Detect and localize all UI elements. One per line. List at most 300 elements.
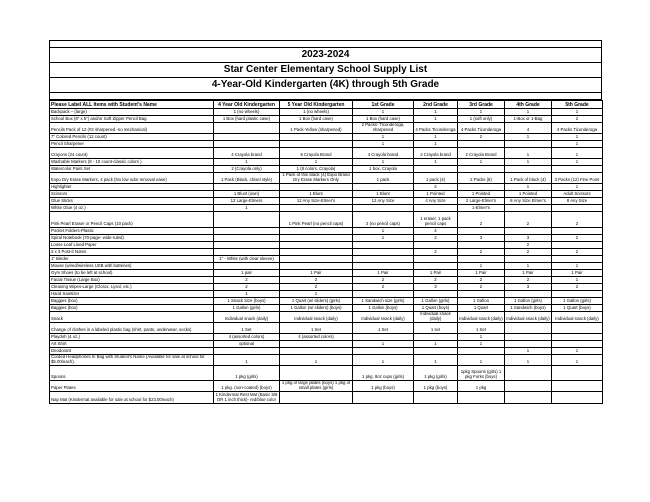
cell-grade-4: 1 xyxy=(505,355,552,366)
cell-4k: 1 xyxy=(214,291,280,298)
cell-grade-1: 1 box, Crayola xyxy=(353,166,414,173)
cell-grade-2: 4 Packs Ticonderoga xyxy=(414,123,458,134)
cell-grade-2 xyxy=(414,291,458,298)
cell-grade-1 xyxy=(353,249,414,256)
cell-5k: 1 Quart (w/ sliders) (girls) xyxy=(280,298,353,305)
table-row xyxy=(50,341,603,348)
school-year-title: 2023-2024 xyxy=(50,48,601,63)
cell-grade-5: 2 xyxy=(552,212,603,228)
cell-grade-5: 1 xyxy=(552,348,603,355)
cell-item: Hand Sanitizer xyxy=(50,291,214,298)
cell-5k xyxy=(280,184,353,191)
cell-5k xyxy=(280,348,353,355)
cell-grade-1: 1 pkg (boys) xyxy=(353,381,414,392)
cell-4k: 2 (Crayola only) xyxy=(214,166,280,173)
cell-5k: 1 Pack of thin black (4) Expo Brand Dry Erase Markers Only xyxy=(280,173,353,184)
cell-grade-2: 1 Pointed xyxy=(414,191,458,198)
cell-grade-4: 1 xyxy=(505,148,552,159)
table-row xyxy=(50,191,603,198)
cell-grade-2: 1 pkg (girls) xyxy=(414,366,458,381)
cell-grade-5: 1 xyxy=(552,355,603,366)
cell-grade-4: 3 xyxy=(505,235,552,242)
cell-item: Pink Pearl Eraser or Pencil Caps (10 pack) xyxy=(50,212,214,228)
cell-grade-1 xyxy=(353,256,414,263)
cell-grade-4: 2 xyxy=(505,242,552,249)
cell-5k xyxy=(280,366,353,381)
cell-item: Pencils Pack of 12 (#2 sharpened -no mechanical) xyxy=(50,123,214,134)
cell-4k: 1 (no wheels) xyxy=(214,109,280,116)
header-cell-5k: 5 Year Old Kindergarten xyxy=(280,101,353,109)
table-row xyxy=(50,298,603,305)
cell-4k: 1 Kindermat Rest Mat (Basic 5/8 OR 1 inch thick)- red/blue color xyxy=(214,392,280,404)
cell-grade-3 xyxy=(458,392,505,404)
cell-item: Backpack – (large) xyxy=(50,109,214,116)
cell-grade-1: 12 Any Size xyxy=(353,198,414,205)
cell-4k xyxy=(214,212,280,228)
cell-grade-1: 2 Packs- Ticonderoga, sharpened xyxy=(353,123,414,134)
cell-grade-2: 2 xyxy=(414,249,458,256)
cell-grade-1 xyxy=(353,205,414,212)
cell-grade-5: 1 xyxy=(552,277,603,284)
cell-grade-2: 2 xyxy=(414,235,458,242)
cell-grade-2 xyxy=(414,205,458,212)
cell-grade-5: 2 xyxy=(552,284,603,291)
cell-grade-4: 1 Pair xyxy=(505,270,552,277)
cell-5k xyxy=(280,235,353,242)
cell-grade-5: 1 xyxy=(552,263,603,270)
cell-4k: 1 Gallon (girls) xyxy=(214,305,280,312)
cell-grade-3: 1-Elmer's xyxy=(458,205,505,212)
cell-4k: 1 Blunt (own) xyxy=(214,191,280,198)
cell-grade-3: 2 Packs (8) xyxy=(458,173,505,184)
cell-grade-4 xyxy=(505,291,552,298)
cell-5k xyxy=(280,341,353,348)
table-row xyxy=(50,228,603,235)
cell-grade-5: 1 xyxy=(552,109,603,116)
table-row xyxy=(50,381,603,392)
cell-grade-5 xyxy=(552,256,603,263)
cell-item: Loose Leaf Lined Paper xyxy=(50,242,214,249)
cell-grade-1 xyxy=(353,392,414,404)
cell-4k xyxy=(214,141,280,148)
cell-grade-4 xyxy=(505,381,552,392)
cell-grade-5: 1 Pair xyxy=(552,270,603,277)
cell-grade-4: 1 Gallon (girls) xyxy=(505,298,552,305)
cell-grade-2: 1 xyxy=(414,116,458,123)
cell-grade-3 xyxy=(458,256,505,263)
cell-grade-1: 1 xyxy=(353,134,414,141)
cell-5k: 1 Pack-Yellow (sharpened) xyxy=(280,123,353,134)
cell-item: 7" Colored Pencils (12 count) xyxy=(50,134,214,141)
cell-item: Deodorant xyxy=(50,348,214,355)
cell-item: Playdoh (4 oz.) xyxy=(50,334,214,341)
cell-grade-5: 3 Packs (12) Fine Point xyxy=(552,173,603,184)
cell-grade-3 xyxy=(458,228,505,235)
cell-item: School Box (8" x 5") and/or Soft Zipper Pencil Bag xyxy=(50,116,214,123)
cell-4k xyxy=(214,123,280,134)
cell-grade-4: 1 xyxy=(505,184,552,191)
cell-grade-2: 1 set xyxy=(414,323,458,334)
cell-grade-3: 1 xyxy=(458,109,505,116)
cell-grade-5 xyxy=(552,381,603,392)
cell-item: Glue Sticks xyxy=(50,198,214,205)
cell-grade-5: 2 xyxy=(552,235,603,242)
table-row xyxy=(50,348,603,355)
cell-grade-4: 1 Pack of black (4) xyxy=(505,173,552,184)
cell-grade-2 xyxy=(414,263,458,270)
cell-grade-4 xyxy=(505,334,552,341)
cell-grade-4: 3 xyxy=(505,284,552,291)
cell-grade-5 xyxy=(552,341,603,348)
cell-grade-2: 3 xyxy=(414,284,458,291)
table-row xyxy=(50,312,603,323)
cell-grade-3: 1 xyxy=(458,159,505,166)
cell-grade-4: 1 Pointed xyxy=(505,191,552,198)
cell-grade-4: 8 Any Size Elmer's xyxy=(505,198,552,205)
cell-grade-1: 1 xyxy=(353,341,414,348)
cell-grade-2 xyxy=(414,166,458,173)
table-row xyxy=(50,235,603,242)
cell-grade-4 xyxy=(505,141,552,148)
cell-5k: 2 xyxy=(280,277,353,284)
table-row xyxy=(50,123,603,134)
cell-grade-2: 1 xyxy=(414,109,458,116)
cell-5k xyxy=(280,228,353,235)
cell-5k: 12 Any Size-Elmer's xyxy=(280,198,353,205)
table-row xyxy=(50,116,603,123)
table-row xyxy=(50,184,603,191)
cell-grade-3: 1 xyxy=(458,334,505,341)
title-block xyxy=(49,40,602,100)
cell-5k: 1 Gallon (w/ sliders) (boys) xyxy=(280,305,353,312)
cell-item: Spoons xyxy=(50,366,214,381)
cell-item: Watercolor Paint Set xyxy=(50,166,214,173)
cell-grade-3: 3 xyxy=(458,235,505,242)
cell-grade-1: 1 xyxy=(353,109,414,116)
cell-grade-2 xyxy=(414,392,458,404)
cell-grade-5: 1 xyxy=(552,141,603,148)
cell-grade-2: 1 xyxy=(414,141,458,148)
cell-grade-1: 2 (no pencil caps) xyxy=(353,212,414,228)
grade-range-title: 4-Year-Old Kindergarten (4K) through 5th Grade xyxy=(50,78,601,93)
cell-grade-4: 1 xyxy=(505,134,552,141)
cell-grade-4: 4 xyxy=(505,123,552,134)
cell-5k: 1 Box (hard case) xyxy=(280,116,353,123)
cell-grade-4: Individual snack (daily) xyxy=(505,312,552,323)
header-cell-grade-3: 3rd Grade xyxy=(458,101,505,109)
cell-grade-3: 2 Large-Elmer's xyxy=(458,198,505,205)
cell-grade-1: 4 Crayola brand xyxy=(353,148,414,159)
cell-grade-5: Individual snack (daily) xyxy=(552,312,603,323)
cell-grade-3: 4 Packs Ticonderoga xyxy=(458,123,505,134)
table-body xyxy=(50,109,603,404)
cell-4k: 1 xyxy=(214,205,280,212)
cell-item: Facial Tissue (Large Box) xyxy=(50,277,214,284)
cell-grade-1 xyxy=(353,263,414,270)
cell-grade-3: 1 Set xyxy=(458,323,505,334)
cell-4k xyxy=(214,184,280,191)
cell-grade-3: 2 xyxy=(458,212,505,228)
table-row xyxy=(50,366,603,381)
table-row xyxy=(50,198,603,205)
cell-grade-1: 1 xyxy=(353,235,414,242)
cell-grade-2: 2 xyxy=(414,277,458,284)
cell-grade-4 xyxy=(505,392,552,404)
school-name-title: Star Center Elementary School Supply List xyxy=(50,63,601,78)
cell-item: Pencil Sharpener xyxy=(50,141,214,148)
cell-item: 1" Binder xyxy=(50,256,214,263)
cell-grade-3: 1 pkg xyxy=(458,381,505,392)
cell-grade-5 xyxy=(552,291,603,298)
cell-grade-2: 2 Crayola brand xyxy=(414,148,458,159)
cell-item: Baggies (box) xyxy=(50,305,214,312)
cell-grade-3: 2 xyxy=(458,284,505,291)
cell-item: Mouse (wired/wireless USB with batteries) xyxy=(50,263,214,270)
cell-4k: 1 Pack (Black, chisel style) xyxy=(214,173,280,184)
cell-grade-2 xyxy=(414,348,458,355)
cell-5k xyxy=(280,263,353,270)
cell-grade-1: 1 Gallon (boys) xyxy=(353,305,414,312)
cell-grade-2 xyxy=(414,256,458,263)
cell-5k xyxy=(280,249,353,256)
cell-grade-1: 1 xyxy=(353,228,414,235)
cell-4k: 2 xyxy=(214,284,280,291)
cell-grade-4: 2 xyxy=(505,277,552,284)
cell-5k: 1 Blunt xyxy=(280,191,353,198)
table-row xyxy=(50,134,603,141)
cell-grade-2 xyxy=(414,334,458,341)
cell-5k xyxy=(280,205,353,212)
cell-grade-5 xyxy=(552,166,603,173)
table-row xyxy=(50,323,603,334)
cell-grade-4: 1 xyxy=(505,263,552,270)
cell-4k xyxy=(214,228,280,235)
cell-grade-5: 1 xyxy=(552,184,603,191)
cell-5k xyxy=(280,242,353,249)
cell-grade-1 xyxy=(353,242,414,249)
cell-grade-3: 1 xyxy=(458,341,505,348)
cell-grade-3: 1 xyxy=(458,263,505,270)
cell-grade-4: 1 xyxy=(505,109,552,116)
table-row xyxy=(50,392,603,404)
cell-item: Paper Plates xyxy=(50,381,214,392)
header-cell-grade-5: 5th Grade xyxy=(552,101,603,109)
cell-4k: optional xyxy=(214,341,280,348)
cell-4k: 1" - White (with clear sleeve) xyxy=(214,256,280,263)
table-row xyxy=(50,109,603,116)
cell-grade-4 xyxy=(505,341,552,348)
cell-grade-1: 2 xyxy=(353,277,414,284)
cell-5k: 1 Pair xyxy=(280,270,353,277)
cell-grade-4: 1 xyxy=(505,159,552,166)
cell-grade-5 xyxy=(552,242,603,249)
table-row xyxy=(50,173,603,184)
header-cell-grade-2: 2nd Grade xyxy=(414,101,458,109)
cell-grade-1: 1 Box (hard case) xyxy=(353,116,414,123)
cell-item: Art Shirt xyxy=(50,341,214,348)
cell-grade-2: 1 Quart (boys) xyxy=(414,305,458,312)
cell-grade-5: 1 Quart (boys) xyxy=(552,305,603,312)
cell-4k: 1 Box (hard plastic case) xyxy=(214,116,280,123)
table-row xyxy=(50,212,603,228)
cell-4k: 1 pkg. (non-coated) (boys) xyxy=(214,381,280,392)
cell-4k: 1 xyxy=(214,355,280,366)
cell-grade-3: 1 Pair xyxy=(458,270,505,277)
cell-item: Nap Mat (Kindermat available for sale at school for $23.00/each) xyxy=(50,392,214,404)
cell-grade-5: 8 Any Size xyxy=(552,198,603,205)
cell-4k: 1 xyxy=(214,159,280,166)
cell-grade-1: 1 pkg. 8oz cups (girls) xyxy=(353,366,414,381)
cell-5k: 1 pkg of large plates (boys) 1 pkg of small plates (girls) xyxy=(280,381,353,392)
cell-grade-2: 1 xyxy=(414,341,458,348)
table-row xyxy=(50,277,603,284)
cell-grade-3 xyxy=(458,166,505,173)
cell-item: Pocket Folders-Plastic xyxy=(50,228,214,235)
cell-5k: 1 Pink Pearl (no pencil caps) xyxy=(280,212,353,228)
cell-5k: 4 (assorted colors) xyxy=(280,334,353,341)
cell-5k: 1 xyxy=(280,159,353,166)
cell-5k: 2 xyxy=(280,284,353,291)
cell-grade-1: 1 xyxy=(353,141,414,148)
cell-5k: 1 xyxy=(280,291,353,298)
cell-grade-4 xyxy=(505,166,552,173)
cell-4k xyxy=(214,134,280,141)
cell-grade-5: Adult Scissors xyxy=(552,191,603,198)
cell-4k xyxy=(214,235,280,242)
cell-grade-5: 4 Packs Ticonderoga xyxy=(552,123,603,134)
cell-4k: 2 xyxy=(214,277,280,284)
cell-grade-4: 2 xyxy=(505,212,552,228)
cell-grade-5 xyxy=(552,323,603,334)
cell-grade-5: 1 xyxy=(552,134,603,141)
cell-item: Gym Shoes (to be left at school) xyxy=(50,270,214,277)
table-row xyxy=(50,256,603,263)
cell-5k xyxy=(280,256,353,263)
cell-grade-2: Individual snack (daily) xyxy=(414,312,458,323)
cell-grade-5 xyxy=(552,334,603,341)
cell-item: Expo Dry Erase Markers, 4 pack (No low odor removal ease) xyxy=(50,173,214,184)
cell-4k: 4 Crayola brand xyxy=(214,148,280,159)
cell-5k xyxy=(280,134,353,141)
cell-grade-3: 1 xyxy=(458,355,505,366)
cell-grade-3: 2 xyxy=(458,277,505,284)
header-cell-4k: 4 Year Old Kindergarten xyxy=(214,101,280,109)
cell-5k: Individual snack (daily) xyxy=(280,312,353,323)
cell-4k: Individual snack (daily) xyxy=(214,312,280,323)
table-row xyxy=(50,305,603,312)
cell-grade-1: 1 Pair xyxy=(353,270,414,277)
table-row xyxy=(50,141,603,148)
cell-4k: 1 pair xyxy=(214,270,280,277)
table-row xyxy=(50,205,603,212)
cell-grade-3: 1 Gallon xyxy=(458,298,505,305)
cell-grade-4 xyxy=(505,205,552,212)
cell-grade-5 xyxy=(552,205,603,212)
cell-item: Cleaning Wipes-Large (Clorox, Lysol, etc.) xyxy=(50,284,214,291)
cell-5k: 1 (8 colors, Crayola) xyxy=(280,166,353,173)
cell-5k xyxy=(280,141,353,148)
cell-grade-5 xyxy=(552,366,603,381)
cell-grade-1: 1 pack xyxy=(353,173,414,184)
cell-5k: 1 Set xyxy=(280,323,353,334)
cell-grade-2: 1 xyxy=(414,355,458,366)
cell-item: 3 x 3 Post-it Notes xyxy=(50,249,214,256)
cell-grade-2: 1 pack (4) xyxy=(414,173,458,184)
cell-grade-2: 1 xyxy=(414,159,458,166)
cell-grade-5 xyxy=(552,392,603,404)
cell-grade-2: 4 Any Size xyxy=(414,198,458,205)
cell-grade-3 xyxy=(458,184,505,191)
cell-5k: 1 (no wheels) xyxy=(280,109,353,116)
cell-grade-5: 1 Gallon (girls) xyxy=(552,298,603,305)
cell-5k: 1 xyxy=(280,355,353,366)
cell-grade-4: 1-Box or 1-Bag xyxy=(505,116,552,123)
cell-4k: 4 (assorted colors) xyxy=(214,334,280,341)
cell-grade-2: 1 xyxy=(414,134,458,141)
cell-grade-4: 2 xyxy=(505,249,552,256)
header-cell-grade-1: 1st Grade xyxy=(353,101,414,109)
cell-grade-1: 1 Set xyxy=(353,323,414,334)
cell-4k xyxy=(214,242,280,249)
cell-item: White Glue (4 oz.) xyxy=(50,205,214,212)
cell-item: Snack xyxy=(50,312,214,323)
cell-grade-3 xyxy=(458,291,505,298)
table-row xyxy=(50,159,603,166)
supply-table xyxy=(49,100,603,404)
cell-grade-2: 2 xyxy=(414,184,458,191)
cell-grade-3 xyxy=(458,348,505,355)
cell-grade-5: 1 xyxy=(552,148,603,159)
cell-grade-1: 2 xyxy=(353,284,414,291)
cell-4k: 12 Large-Elmers xyxy=(214,198,280,205)
cell-grade-1: Individual snack (daily) xyxy=(353,312,414,323)
cell-item: Change of clothes in a labeled plastic bag (shirt, pants, underwear, socks) xyxy=(50,323,214,334)
cell-5k xyxy=(280,392,353,404)
cell-grade-3: 2 xyxy=(458,134,505,141)
cell-grade-4: 1 xyxy=(505,348,552,355)
cell-item: Highlighter xyxy=(50,184,214,191)
cell-grade-1 xyxy=(353,334,414,341)
cell-grade-2: 4 xyxy=(414,228,458,235)
header-row xyxy=(50,101,603,109)
cell-grade-4 xyxy=(505,228,552,235)
cell-grade-2: 1 eraser, 1 pack pencil caps xyxy=(414,212,458,228)
cell-item: Crayons (24 count) xyxy=(50,148,214,159)
cell-grade-4 xyxy=(505,323,552,334)
cell-item: Scissors xyxy=(50,191,214,198)
cell-grade-3: 1pkg Spoons (girls) 1 pkg Forks (boys) xyxy=(458,366,505,381)
cell-grade-3 xyxy=(458,242,505,249)
cell-grade-3 xyxy=(458,141,505,148)
title-spacer xyxy=(50,41,601,48)
table-row xyxy=(50,263,603,270)
cell-grade-3: 1 Quart xyxy=(458,305,505,312)
table-row xyxy=(50,291,603,298)
cell-5k: 5 Crayola Brand xyxy=(280,148,353,159)
cell-grade-1: 1 Sandwich size (girls) xyxy=(353,298,414,305)
cell-item: Corded Headphones In Bag with Student's Name (Available for sale at school for $5.00/each). xyxy=(50,355,214,366)
supply-list-sheet xyxy=(49,40,602,404)
table-row xyxy=(50,284,603,291)
table-row xyxy=(50,355,603,366)
cell-item: Spiral Notebook (70-page- wide-ruled) xyxy=(50,235,214,242)
cell-item: Baggies (box) xyxy=(50,298,214,305)
cell-grade-5: 2 xyxy=(552,249,603,256)
cell-4k xyxy=(214,249,280,256)
table-row xyxy=(50,334,603,341)
header-cell-grade-4: 4th Grade xyxy=(505,101,552,109)
title-spacer xyxy=(50,93,601,100)
